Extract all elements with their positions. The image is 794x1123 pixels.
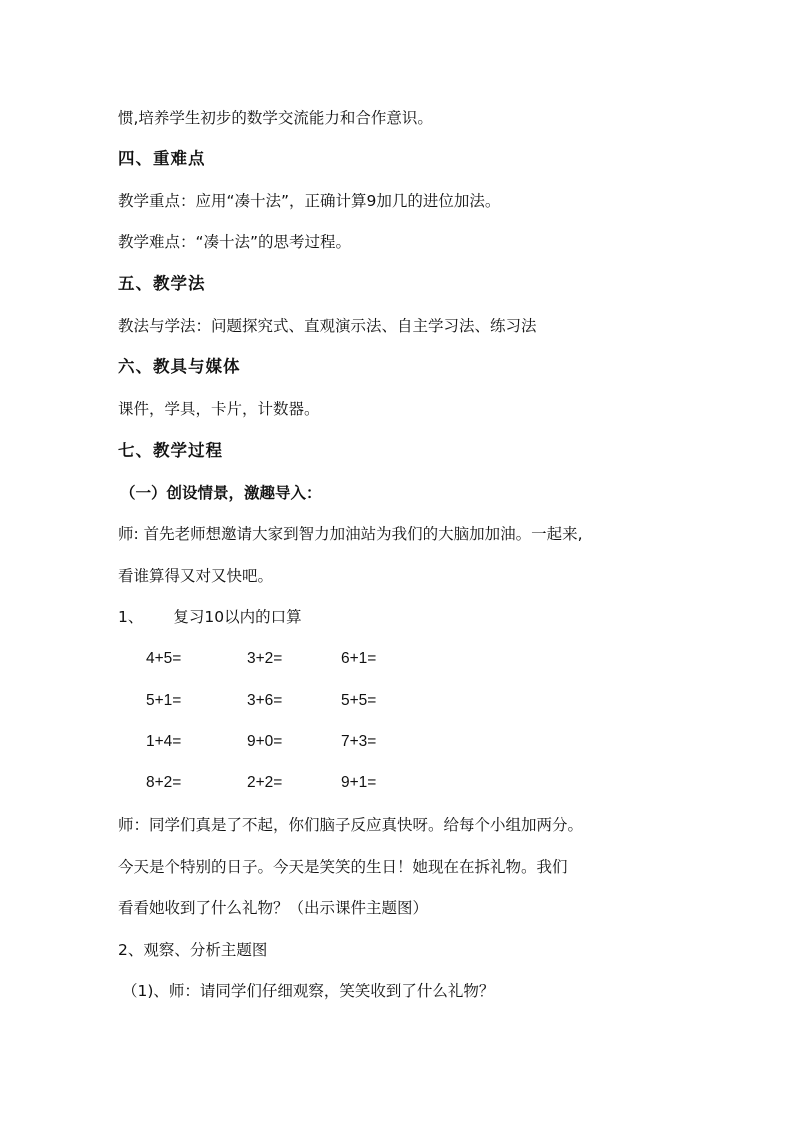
teacher-line: 师：同学们真是了不起，你们脑子反应真快呀。给每个小组加两分。 xyxy=(118,816,584,834)
arith-item: 5+5= xyxy=(341,692,377,709)
section-heading-methods: 五、教学法 xyxy=(118,274,206,293)
section-heading-tools: 六、教具与媒体 xyxy=(118,357,241,376)
section-heading-process: 七、教学过程 xyxy=(118,441,223,460)
subsection-heading-intro: （一）创设情景，激趣导入： xyxy=(120,484,322,502)
arith-item: 2+2= xyxy=(247,774,283,791)
methods-line: 教法与学法：问题探究式、直观演示法、自主学习法、练习法 xyxy=(118,317,537,335)
arith-item: 9+0= xyxy=(247,733,283,750)
arith-item: 5+1= xyxy=(146,692,182,709)
arith-item: 7+3= xyxy=(341,733,377,750)
arith-item: 9+1= xyxy=(341,774,377,791)
difficult-point-line: 教学难点：“凑十法”的思考过程。 xyxy=(118,233,352,251)
paragraph-line: 今天是个特别的日子。今天是笑笑的生日！她现在在拆礼物。我们 xyxy=(118,858,568,876)
observe-item: 2、观察、分析主题图 xyxy=(118,941,268,959)
arith-item: 3+2= xyxy=(247,650,283,667)
arith-item: 1+4= xyxy=(146,733,182,750)
paragraph-line: 惯,培养学生初步的数学交流能力和合作意识。 xyxy=(118,109,433,127)
review-text: 复习10以内的口算 xyxy=(173,608,302,626)
arith-item: 3+6= xyxy=(247,692,283,709)
key-point-line: 教学重点：应用“凑十法”，正确计算9加几的进位加法。 xyxy=(118,192,501,210)
teacher-line: 师: 首先老师想邀请大家到智力加油站为我们的大脑加加油。一起来, xyxy=(118,525,583,543)
tools-line: 课件，学具，卡片，计数器。 xyxy=(118,400,320,418)
review-number: 1、 xyxy=(118,608,144,626)
arith-item: 4+5= xyxy=(146,650,182,667)
section-heading-difficulties: 四、重难点 xyxy=(118,149,206,168)
paragraph-line: 看看她收到了什么礼物？（出示课件主题图） xyxy=(118,899,429,917)
review-item xyxy=(118,607,302,627)
teacher-line: 看谁算得又对又快吧。 xyxy=(118,567,274,585)
arith-item: 6+1= xyxy=(341,650,377,667)
arith-item: 8+2= xyxy=(146,774,182,791)
question-line: （1)、师：请同学们仔细观察，笑笑收到了什么礼物？ xyxy=(122,982,495,1000)
